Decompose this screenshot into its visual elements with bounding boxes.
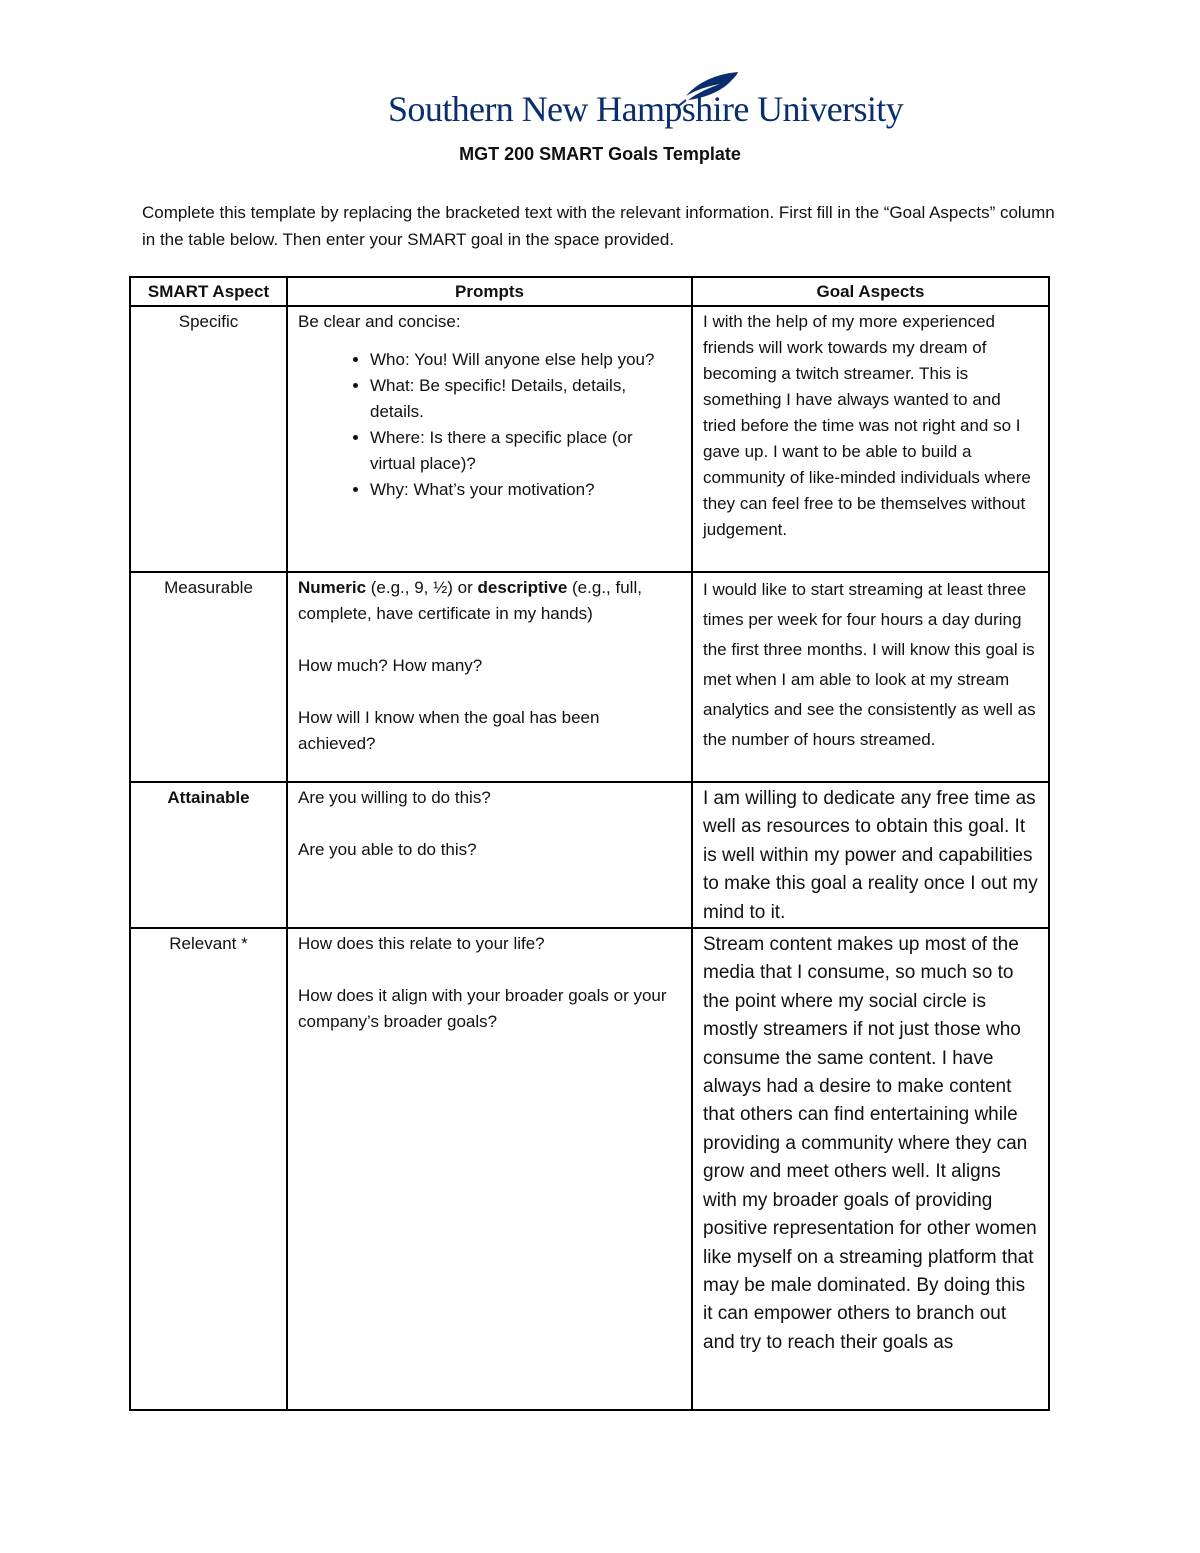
table-header-row xyxy=(130,277,1049,306)
goal-cell: I with the help of my more experienced friends will work towards my dream of becoming a twitch streamer. This is something I have always wanted to and tried before the time was not right and so I gave up. I want to be able to build a community of like-minded individuals where they can feel free to be themselves without judgement. xyxy=(692,306,1049,572)
prompt-lead: Be clear and concise: xyxy=(298,312,461,331)
column-header: Goal Aspects xyxy=(692,277,1049,306)
goal-cell: Stream content makes up most of the media that I consume, so much so to the point where my social circle is mostly streamers if not just those who consume the same content. I have always had a desire to make content that others can find entertaining while providing a community where they can grow and meet others well. It aligns with my broader goals of providing positive representation for other women like myself on a streaming platform that may be male dominated. By doing this it can empower others to branch out and try to reach their goals as xyxy=(692,928,1049,1410)
prompt-cell xyxy=(287,928,692,1410)
prompt-descriptive-label: descriptive xyxy=(477,578,568,597)
prompt-cell xyxy=(287,782,692,928)
prompt-text: Are you willing to do this? xyxy=(298,788,491,807)
table-row-specific xyxy=(130,306,1049,572)
list-item: • Where: Is there a specific place (or virtual place)? xyxy=(370,425,681,477)
prompt-cell xyxy=(287,306,692,572)
prompt-text: How much? How many? xyxy=(298,656,483,675)
logo-text: Southern New Hampshire University xyxy=(388,89,904,129)
column-header: Prompts xyxy=(287,277,692,306)
table-row-relevant xyxy=(130,928,1049,1410)
prompt-text: How does it align with your broader goals or your company’s broader goals? xyxy=(298,986,667,1032)
aspect-cell: Specific xyxy=(130,306,287,572)
goal-cell: I would like to start streaming at least three times per week for four hours a day during the first three months. I will know this goal is met when I am able to look at my stream analytics and see the consistently as well as the number of hours streamed. xyxy=(692,572,1049,782)
column-header: SMART Aspect xyxy=(130,277,287,306)
prompt-cell xyxy=(287,572,692,782)
prompt-text: How will I know when the goal has been achieved? xyxy=(298,708,600,753)
prompt-text: How does this relate to your life? xyxy=(298,934,545,954)
document-title: MGT 200 SMART Goals Template xyxy=(459,144,741,164)
intro-paragraph: Complete this template by replacing the bracketed text with the relevant information. First fill in the “Goal Aspects” column in the table below. Then enter your SMART goal in the space provided. xyxy=(142,203,1055,249)
table-row-measurable xyxy=(130,572,1049,782)
list-item: • What: Be specific! Details, details, details. xyxy=(370,373,681,425)
prompt-descriptive-example: (e.g., full, complete, have certificate in my hands) xyxy=(298,578,642,623)
prompt-numeric-example: (e.g., 9, ½) or xyxy=(366,578,478,597)
smart-goals-table xyxy=(129,276,1050,1411)
list-item: • Who: You! Will anyone else help you? xyxy=(370,347,681,373)
aspect-cell: Measurable xyxy=(130,572,287,782)
goal-cell: I am willing to dedicate any free time as well as resources to obtain this goal. It is well within my power and capabilities to make this goal a reality once I out my mind to it. xyxy=(692,782,1049,928)
prompt-text xyxy=(298,575,681,627)
list-item: • Why: What’s your motivation? xyxy=(370,477,681,503)
prompt-bullet-list xyxy=(298,347,681,503)
university-logo xyxy=(388,70,904,134)
table-row-attainable xyxy=(130,782,1049,928)
aspect-cell: Attainable xyxy=(130,782,287,928)
feather-icon xyxy=(646,70,746,110)
aspect-cell: Relevant * xyxy=(130,928,287,1410)
prompt-numeric-label: Numeric xyxy=(298,578,367,597)
prompt-text: Are you able to do this? xyxy=(298,840,477,859)
